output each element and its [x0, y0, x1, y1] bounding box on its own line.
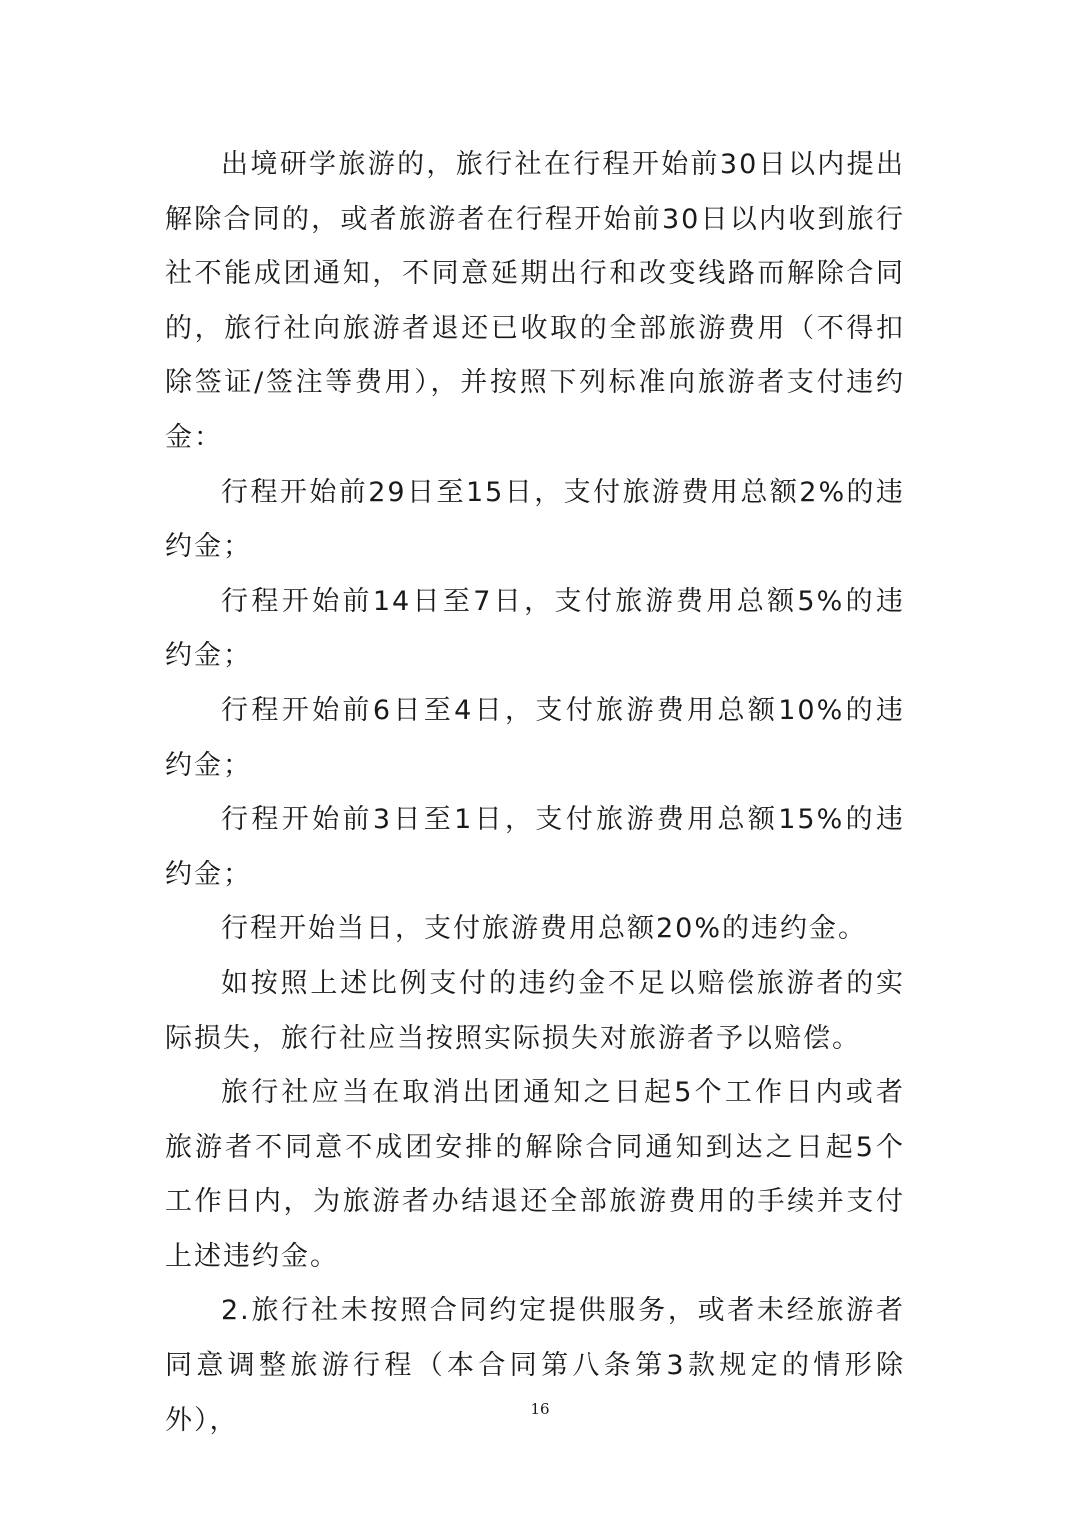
document-body — [165, 138, 905, 1448]
paragraph-clause-2: 2.旅行社未按照合同约定提供服务，或者未经旅游者同意调整旅游行程（本合同第八条第3款规定的情形除外）， — [165, 1295, 905, 1436]
paragraph-penalty-14-7-days: 行程开始前14日至7日，支付旅游费用总额5%的违约金； — [165, 585, 905, 672]
paragraph-actual-loss-compensation: 如按照上述比例支付的违约金不足以赔偿旅游者的实际损失，旅行社应当按照实际损失对旅游者予以赔偿。 — [165, 967, 905, 1054]
paragraph-penalty-29-15-days: 行程开始前29日至15日，支付旅游费用总额2%的违约金； — [165, 476, 905, 563]
paragraph-penalty-3-1-days: 行程开始前3日至1日，支付旅游费用总额15%的违约金； — [165, 804, 905, 890]
paragraph-penalty-same-day: 行程开始当日，支付旅游费用总额20%的违约金。 — [221, 913, 868, 945]
paragraph-refund-deadline: 旅行社应当在取消出团通知之日起5个工作日内或者旅游者不同意不成团安排的解除合同通知到达之日起5个工作日内，为旅游者办结退还全部旅游费用的手续并支付上述违约金。 — [165, 1077, 905, 1272]
paragraph-penalty-6-4-days: 行程开始前6日至4日，支付旅游费用总额10%的违约金； — [165, 694, 905, 781]
paragraph-outbound-cancellation: 出境研学旅游的，旅行社在行程开始前30日以内提出解除合同的，或者旅游者在行程开始前30日以内收到旅行社不能成团通知，不同意延期出行和改变线路而解除合同的，旅行社向旅游者退还已收取的全部旅游费用（不得扣除签证/签注等费用），并按照下列标准向旅游者支付违约金： — [165, 149, 905, 453]
page-number: 16 — [530, 1400, 550, 1418]
